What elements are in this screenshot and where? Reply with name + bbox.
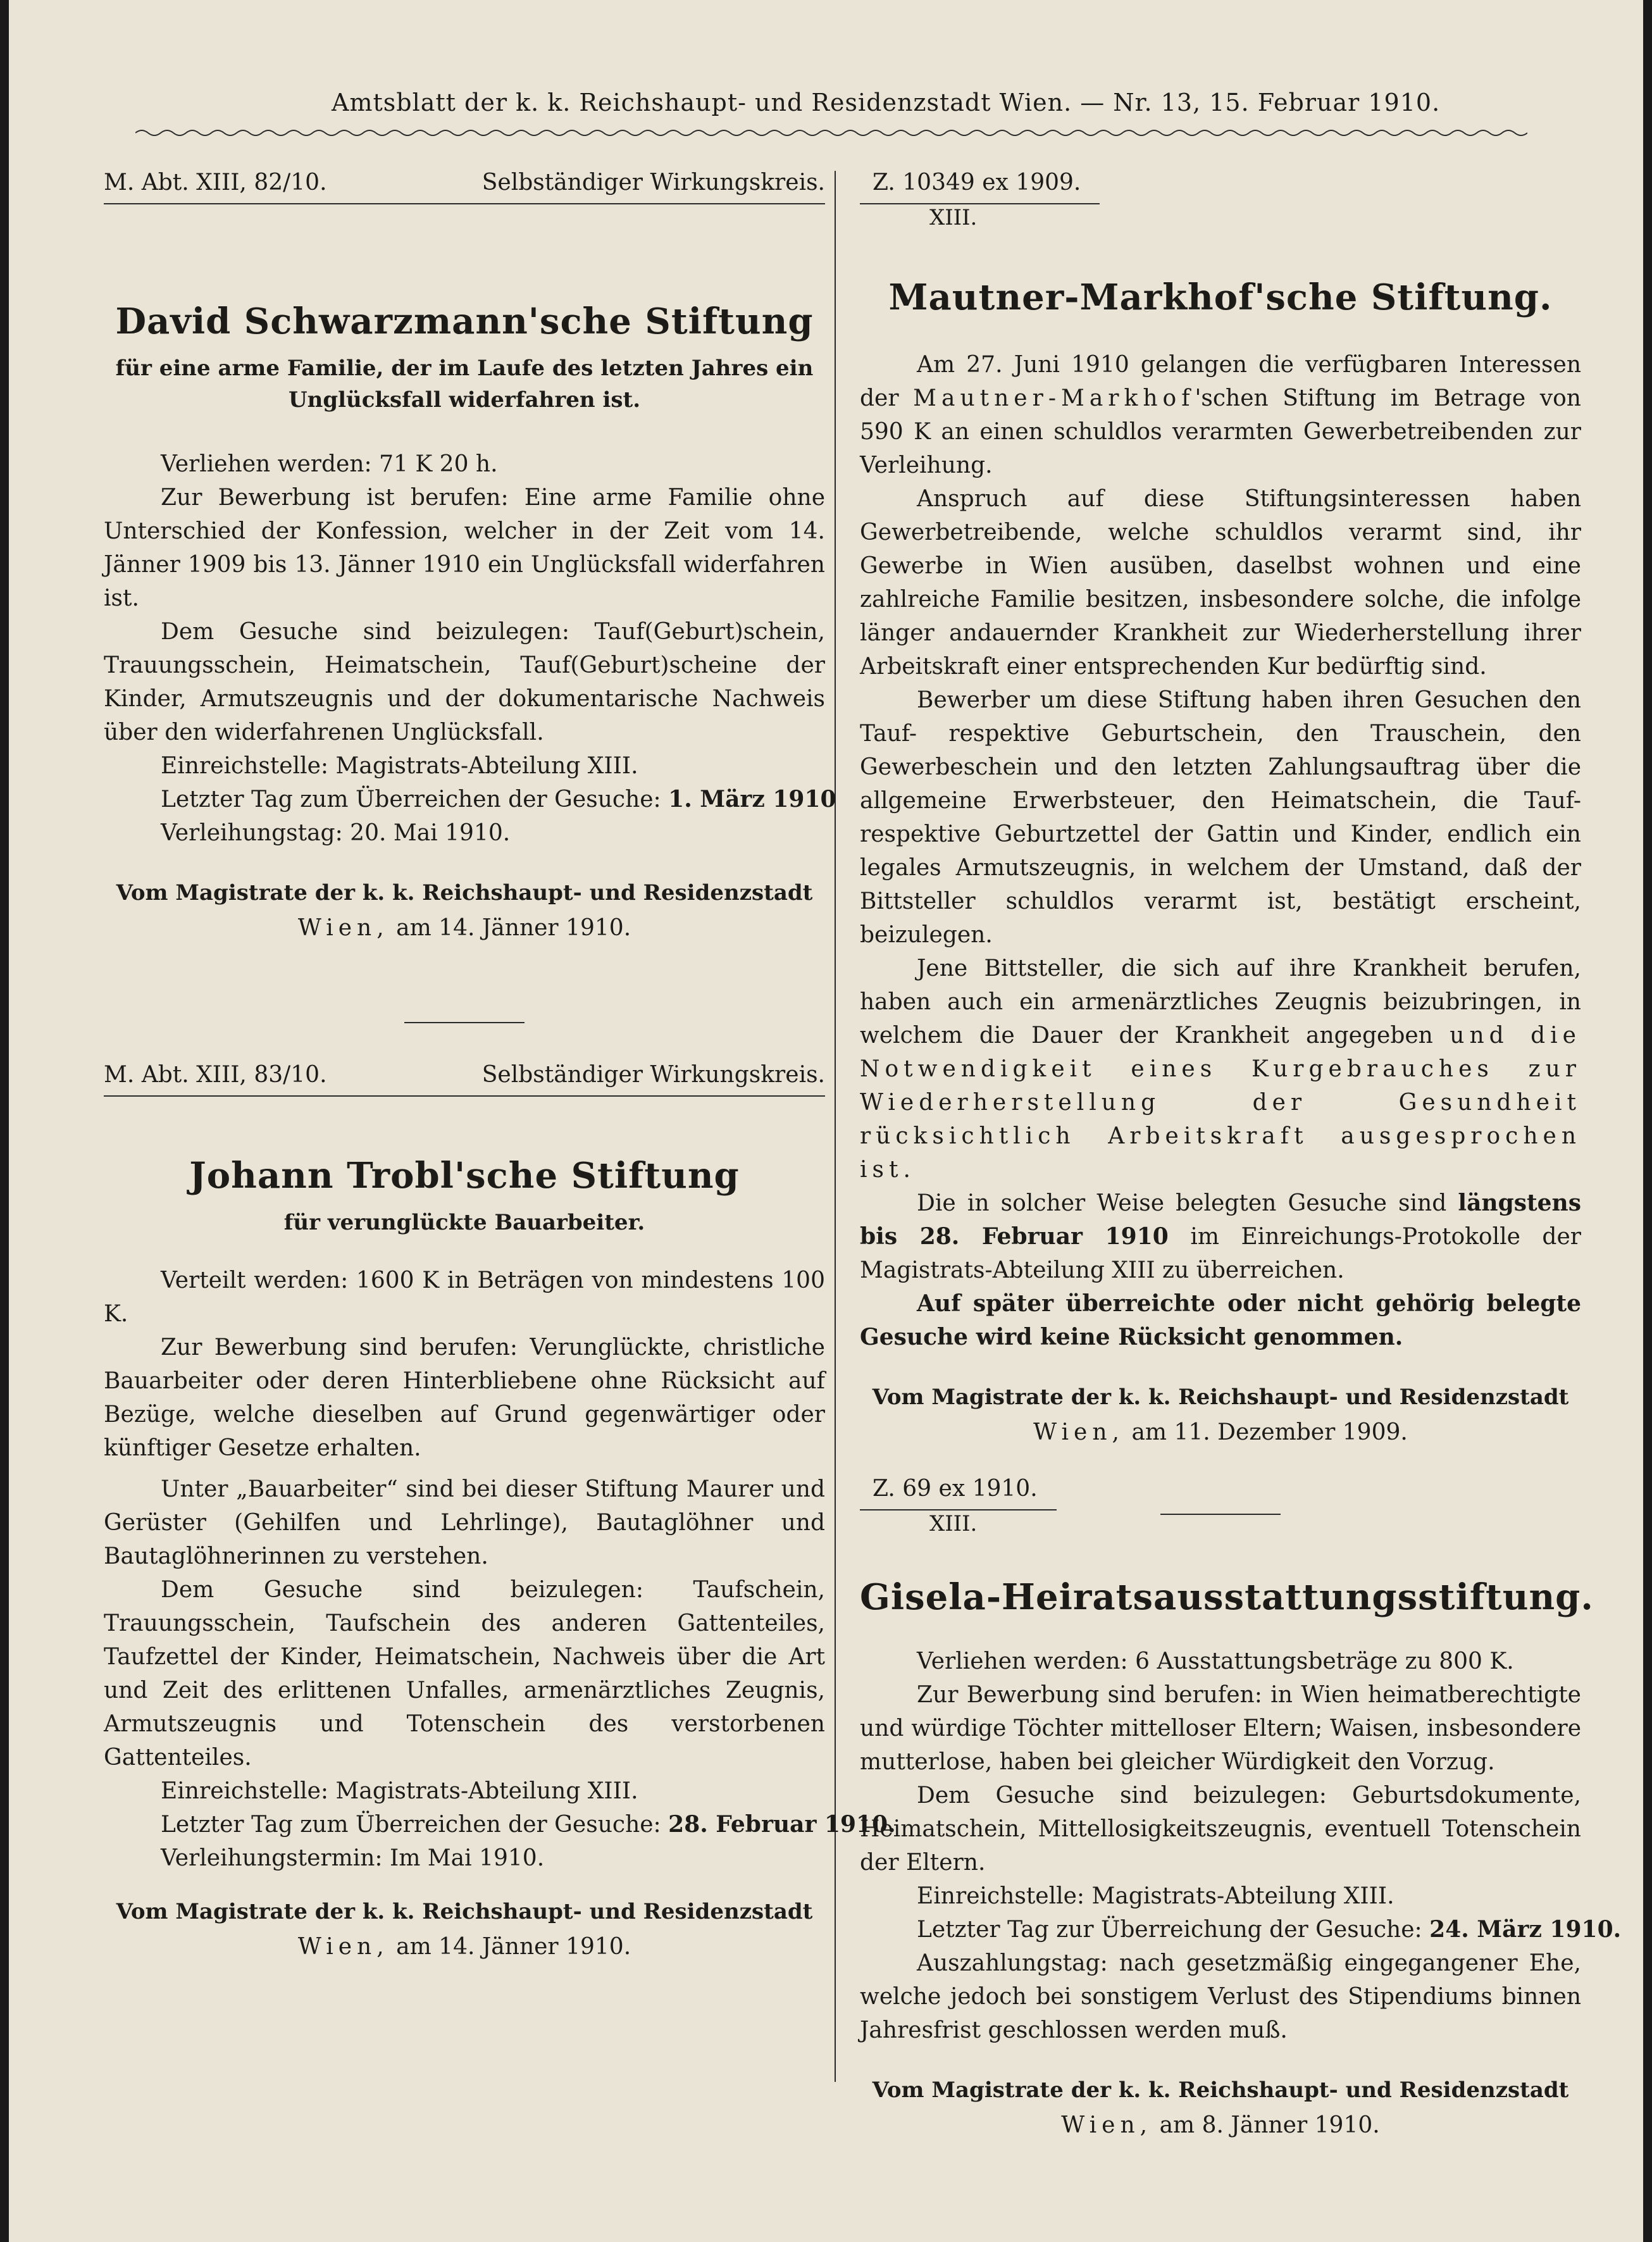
paragraph: Zur Bewerbung sind berufen: in Wien heimatberechtigte und würdige Töchter mittelloser Eltern; Waisen, insbesondere mutterlose, haben bei gleicher Würdigkeit den Vorzug. (860, 1682, 1581, 1775)
deadline-label: Letzter Tag zur Überreichung der Gesuche: (917, 1917, 1422, 1943)
deadline-date: 24. März 1910. (1429, 1916, 1622, 1943)
place-city: Wien, (297, 1934, 389, 1960)
section-subtitle: für verunglückte Bauarbeiter. (283, 1210, 645, 1235)
sub-reference: XIII. (929, 205, 978, 230)
section-title: David Schwarzmann'sche Stiftung (115, 301, 814, 342)
place-date-text: am 8. Jänner 1910. (1159, 2112, 1380, 2138)
paragraph: Anspruch auf diese Stiftungsinteressen haben Gewerbetreibende, welche schuldlos verarmt sind, ihr Gewerbe in Wien ausüben, daselbst wohnen und eine zahlreiche Familie besitzen, insbesondere solche, die infolge länger andauernder Krankheit zur Wiederherstellung ihrer Arbeitskraft einer entsprechenden Kur bedürftig sind. (860, 486, 1581, 680)
section-title: Johann Trobl'sche Stiftung (189, 1155, 740, 1197)
section-reference (104, 1058, 825, 1097)
paragraph (860, 952, 1581, 1186)
signature-line: Vom Magistrate der k. k. Reichshaupt- und Residenzstadt (872, 1385, 1569, 1410)
spaced-name: Mautner-Markhof (913, 385, 1195, 411)
jurisdiction-label: Selbständiger Wirkungskreis. (481, 1062, 825, 1088)
signature-line: Vom Magistrate der k. k. Reichshaupt- und Residenzstadt (116, 1899, 813, 1924)
paragraph: Einreichstelle: Magistrats-Abteilung XIII. (917, 1883, 1394, 1909)
deadline-date: 1. März 1910 (668, 786, 836, 813)
section-schwarzmann (104, 166, 836, 1023)
place-city: Wien, (1033, 1419, 1124, 1445)
deadline-paragraph (860, 1913, 1622, 1946)
paragraph: Zur Bewerbung ist berufen: Eine arme Familie ohne Unterschied der Konfession, welcher in der Zeit vom 14. Jänner 1909 bis 13. Jänner 1910 ein Unglücksfall widerfahren ist. (104, 485, 825, 611)
place-city: Wien, (1061, 2112, 1153, 2138)
place-city: Wien, (297, 915, 389, 941)
deadline-label: Letzter Tag zum Überreichen der Gesuche: (161, 787, 661, 813)
section-title: Gisela-Heiratsausstattungsstiftung. (860, 1576, 1594, 1618)
paragraph: Einreichstelle: Magistrats-Abteilung XIII. (161, 1778, 638, 1804)
paragraph: Unter „Bauarbeiter“ sind bei dieser Stiftung Maurer und Gerüster (Gehilfen und Lehrlinge), Bautaglöhner und Bautaglöhnerinnen zu verstehen. (104, 1476, 825, 1569)
deadline-paragraph (104, 1808, 896, 1841)
paragraph: Dem Gesuche sind beizulegen: Geburtsdokumente, Heimatschein, Mittellosigkeitszeugnis, eventuell Totenschein der Eltern. (860, 1783, 1581, 1876)
place-date (860, 1415, 1581, 1450)
place-date (104, 911, 825, 946)
paragraph: Auszahlungstag: nach gesetzmäßig eingegangener Ehe, welche jedoch bei sonstigem Verlust des Stipendiums binnen Jahresfrist geschlossen werden muß. (860, 1950, 1581, 2043)
paragraph: Verleihungstermin: Im Mai 1910. (161, 1845, 545, 1871)
paragraph-text: 'schen Stiftung im Betrage von 590 K an einen schuldlos verarmten Gewerbetreibenden zur Verleihung. (860, 385, 1581, 478)
place-date (860, 2108, 1581, 2143)
paragraph: Dem Gesuche sind beizulegen: Tauf(Geburt)schein, Trauungsschein, Heimatschein, Tauf(Geburt)scheine der Kinder, Armutszeugnis und der dokumentarische Nachweis über den widerfahrenen Unglücksfall. (104, 619, 825, 745)
deadline-paragraph (104, 783, 836, 816)
signature-line: Vom Magistrate der k. k. Reichshaupt- und Residenzstadt (116, 880, 813, 906)
paragraph (860, 1186, 1581, 1287)
paragraph-notice: Auf später überreichte oder nicht gehörig belegte Gesuche wird keine Rücksicht genommen. (860, 1290, 1581, 1350)
deadline-emphasis: längstens bis 28. Februar 1910 (860, 1190, 1581, 1250)
section-mautner-markhof (860, 166, 1581, 1515)
place-date-text: am 14. Jänner 1910. (396, 1934, 631, 1960)
section-subtitle-line-2: Unglücksfall widerfahren ist. (288, 387, 641, 413)
paragraph: Verliehen werden: 71 K 20 h. (161, 451, 498, 477)
place-date-text: am 14. Jänner 1910. (396, 915, 631, 941)
signature-line: Vom Magistrate der k. k. Reichshaupt- und Residenzstadt (872, 2077, 1569, 2103)
spaced-emphasis: und die Notwendigkeit eines Kurgebrauches zur Wiederherstellung der Gesundheit rücksichtlich Arbeitskraft ausgesprochen ist. (860, 1023, 1581, 1183)
reference-number: M. Abt. XIII, 82/10. (104, 170, 327, 196)
paragraph: Einreichstelle: Magistrats-Abteilung XIII. (161, 753, 638, 779)
paragraph-text: Jene Bittsteller, die sich auf ihre Krankheit berufen, haben auch ein armenärztliches Zeugnis beizubringen, in welchem die Dauer der Krankheit angegeben (860, 956, 1581, 1049)
sub-reference: XIII. (929, 1511, 978, 1536)
paragraph: Verteilt werden: 1600 K in Beträgen von mindestens 100 K. (104, 1267, 825, 1327)
reference-number: Z. 69 ex 1910. (860, 1472, 1057, 1510)
paragraph: Zur Bewerbung sind berufen: Verunglückte, christliche Bauarbeiter oder deren Hinterbliebene ohne Rücksicht auf Bezüge, welche dieselben auf Grund gegenwärtiger oder künftiger Gesetze erhalten. (104, 1335, 825, 1461)
section-trobl (104, 1058, 896, 1965)
section-title: Mautner-Markhof'sche Stiftung. (888, 277, 1553, 318)
place-date (104, 1929, 825, 1965)
section-subtitle-line-1: für eine arme Familie, der im Laufe des letzten Jahres ein (115, 356, 814, 381)
paragraph-text: Die in solcher Weise belegten Gesuche sind (917, 1190, 1447, 1216)
jurisdiction-label: Selbständiger Wirkungskreis. (481, 170, 825, 196)
place-date-text: am 11. Dezember 1909. (1131, 1419, 1408, 1445)
paragraph (860, 348, 1581, 482)
paragraph: Verleihungstag: 20. Mai 1910. (161, 820, 511, 846)
paragraph: Bewerber um diese Stiftung haben ihren Gesuchen den Tauf- respektive Geburtschein, den Trauschein, den Gewerbeschein und den letzten Zahlungsauftrag über die allgemeine Erwerbsteuer, den Heimatschein, die Tauf- respektive Geburtzettel der Gattin und Kinder, endlich ein legales Armutszeugnis, in welchem der Umstand, daß der Bittsteller schuldlos verarmt ist, bestätigt erscheint, beizulegen. (860, 687, 1581, 948)
paragraph: Dem Gesuche sind beizulegen: Taufschein, Trauungsschein, Taufschein des anderen Gattenteiles, Taufzettel der Kinder, Heimatschein, Nachweis über die Art und Zeit des erlittenen Unfalles, armenärztliches Zeugnis, Armutszeugnis und Totenschein des verstorbenen Gattenteiles. (104, 1577, 825, 1771)
paragraph-text: im Einreichungs-Protokolle der Magistrats-Abteilung XIII zu überreichen. (860, 1224, 1581, 1283)
paragraph-text: Am 27. Juni 1910 gelangen die verfügbaren Interessen der (860, 352, 1581, 411)
deadline-date: 28. Februar 1910. (668, 1811, 896, 1838)
reference-number: M. Abt. XIII, 83/10. (104, 1062, 327, 1088)
page-header: Amtsblatt der k. k. Reichshaupt- und Residenzstadt Wien. — Nr. 13, 15. Februar 1910. (332, 89, 1441, 116)
deadline-label: Letzter Tag zum Überreichen der Gesuche: (161, 1812, 661, 1838)
section-reference (104, 166, 825, 204)
header-wavy-rule (135, 127, 1527, 139)
reference-number: Z. 10349 ex 1909. (860, 166, 1100, 204)
column-divider (835, 171, 836, 2082)
section-gisela (860, 1472, 1622, 2143)
section-end-rule (404, 1022, 525, 1023)
paragraph: Verliehen werden: 6 Ausstattungsbeträge zu 800 K. (917, 1648, 1514, 1674)
